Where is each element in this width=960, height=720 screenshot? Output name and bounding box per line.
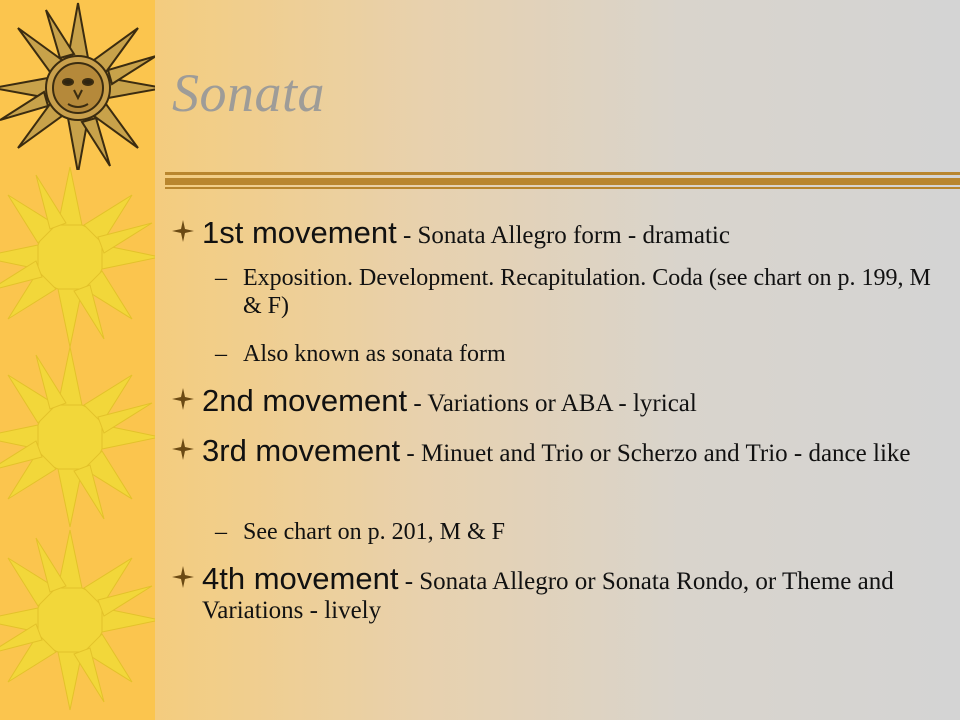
slide-title: Sonata <box>172 63 326 123</box>
decorative-sidebar <box>0 0 155 720</box>
sun-icon <box>0 165 155 350</box>
bullet-item <box>172 434 952 469</box>
sun-icon <box>0 525 155 720</box>
sun-face-icon <box>0 0 155 170</box>
bullet-description: - Variations or ABA - lyrical <box>407 390 697 417</box>
sub-bullet-item <box>215 340 935 368</box>
dash-marker: – <box>215 519 227 545</box>
star-bullet-icon <box>172 388 194 410</box>
sun-icon <box>0 345 155 530</box>
sub-bullet-text: Also known as sonata form <box>243 341 506 367</box>
bullet-description: - Sonata Allegro form - dramatic <box>396 222 730 249</box>
bullet-description: - Sonata Allegro or Sonata Rondo, or Theme and Variations - lively <box>202 568 894 624</box>
sub-bullet-text: See chart on p. 201, M & F <box>243 519 505 545</box>
title-divider <box>165 172 960 190</box>
bullet-item <box>172 562 952 625</box>
star-bullet-icon <box>172 438 194 460</box>
dash-marker: – <box>215 265 227 291</box>
sub-bullet-item <box>215 518 935 546</box>
bullet-heading: 1st movement <box>202 215 397 250</box>
bullet-item <box>172 384 952 419</box>
bullet-heading: 2nd movement <box>202 383 408 418</box>
sub-bullet-text: Exposition. Development. Recapitulation. Coda (see chart on p. 199, M & F) <box>243 265 931 320</box>
bullet-item <box>172 216 952 251</box>
bullet-description: - Minuet and Trio or Scherzo and Trio - dance like <box>400 440 911 467</box>
dash-marker: – <box>215 341 227 367</box>
star-bullet-icon <box>172 566 194 588</box>
bullet-heading: 4th movement <box>202 561 399 596</box>
star-bullet-icon <box>172 220 194 242</box>
sub-bullet-item <box>215 264 935 320</box>
bullet-heading: 3rd movement <box>202 433 401 468</box>
